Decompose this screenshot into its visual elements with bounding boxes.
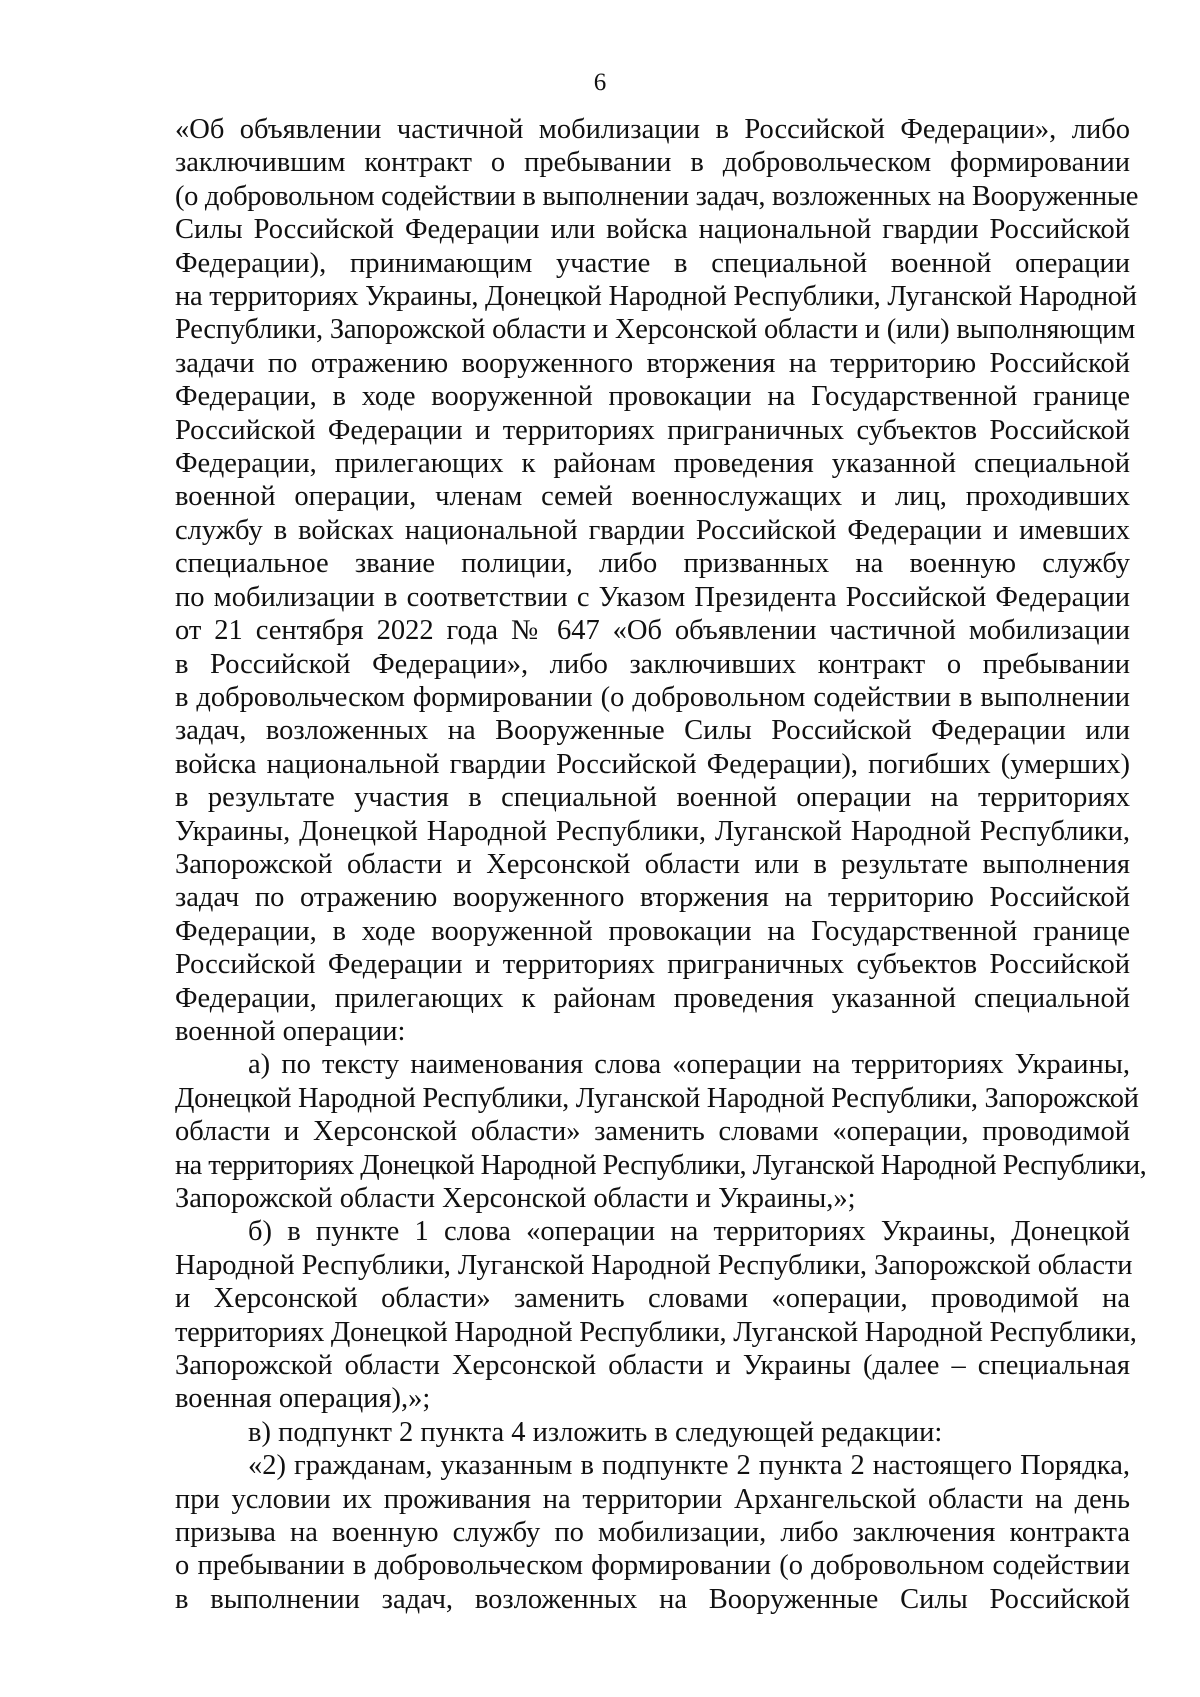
text-line: в Российской Федерации», либо заключивших контракт о пребывании <box>175 648 1130 680</box>
text-line: Федерации, прилегающих к районам проведения указанной специальной <box>175 982 1130 1014</box>
text-line: области и Херсонской области» заменить словами «операции, проводимой <box>175 1116 1130 1148</box>
text-line: Федерации, прилегающих к районам проведения указанной специальной <box>175 448 1130 480</box>
text-line: Республики, Запорожской области и Херсонской области и (или) выполняющим <box>175 314 1136 346</box>
text-line: военной операции: <box>175 1015 406 1047</box>
text-line: военной операции, членам семей военнослужащих и лиц, проходивших <box>175 481 1130 513</box>
text-line: о пребывании в добровольческом формировании (о добровольном содействии <box>175 1550 1130 1582</box>
text-line: Донецкой Народной Республики, Луганской Народной Республики, Запорожской <box>175 1082 1139 1114</box>
text-line: «2) гражданам, указанным в подпункте 2 пункта 2 настоящего Порядка, <box>248 1450 1130 1482</box>
text-line: в результате участия в специальной военной операции на территориях <box>175 782 1130 814</box>
text-line: Запорожской области Херсонской области и Украины (далее – специальная <box>175 1350 1130 1382</box>
text-line: Народной Республики, Луганской Народной Республики, Запорожской области <box>175 1249 1133 1281</box>
text-line: при условии их проживания на территории Архангельской области на день <box>175 1483 1130 1515</box>
text-line: задач, возложенных на Вооруженные Силы Российской Федерации или <box>175 715 1130 747</box>
text-line: призыва на военную службу по мобилизации, либо заключения контракта <box>175 1517 1130 1549</box>
text-line: и Херсонской области» заменить словами «операции, проводимой на <box>175 1283 1130 1315</box>
text-line: Российской Федерации и территориях приграничных субъектов Российской <box>175 949 1130 981</box>
text-line: Федерации, в ходе вооруженной провокации на Государственной границе <box>175 381 1130 413</box>
text-line: по мобилизации в соответствии с Указом Президента Российской Федерации <box>175 581 1130 613</box>
text-line: задачи по отражению вооруженного вторжения на территорию Российской <box>175 347 1130 379</box>
text-line: Запорожской области Херсонской области и Украины,»; <box>175 1183 856 1214</box>
text-line: задач по отражению вооруженного вторжения на территорию Российской <box>175 882 1130 914</box>
text-line: Украины, Донецкой Народной Республики, Луганской Народной Республики, <box>175 815 1130 847</box>
text-line: от 21 сентября 2022 года № 647 «Об объявлении частичной мобилизации <box>175 615 1130 647</box>
text-line: в добровольческом формировании (о добровольном содействии в выполнении <box>175 681 1130 713</box>
page-number: 6 <box>593 69 607 96</box>
text-line: Федерации), принимающим участие в специальной военной операции <box>175 247 1130 279</box>
paragraph <box>175 1416 1130 1449</box>
text-line: заключившим контракт о пребывании в добровольческом формировании <box>175 147 1130 179</box>
text-line: территориях Донецкой Народной Республики, Луганской Народной Республики, <box>175 1316 1137 1348</box>
text-line: в выполнении задач, возложенных на Вооруженные Силы Российской <box>175 1583 1130 1615</box>
text-line: на территориях Украины, Донецкой Народной Республики, Луганской Народной <box>175 281 1137 313</box>
text-line: специальное звание полиции, либо призванных на военную службу <box>175 548 1130 580</box>
text-line: Российской Федерации и территориях приграничных субъектов Российской <box>175 414 1130 446</box>
paragraph <box>175 1048 1147 1215</box>
text-line: в) подпункт 2 пункта 4 изложить в следующей редакции: <box>248 1416 943 1448</box>
text-line: службу в войсках национальной гвардии Российской Федерации и имевших <box>175 514 1130 546</box>
text-line: Федерации, в ходе вооруженной провокации на Государственной границе <box>175 915 1130 947</box>
text-line: на территориях Донецкой Народной Республики, Луганской Народной Республики, <box>175 1149 1147 1181</box>
paragraph <box>175 1215 1137 1415</box>
text-line: б) в пункте 1 слова «операции на территориях Украины, Донецкой <box>248 1216 1130 1248</box>
text-line: а) по тексту наименования слова «операции на территориях Украины, <box>248 1049 1130 1081</box>
text-line: Запорожской области и Херсонской области или в результате выполнения <box>175 848 1130 880</box>
text-line: Силы Российской Федерации или войска национальной гвардии Российской <box>175 214 1130 246</box>
document-body <box>175 113 1147 1616</box>
paragraph <box>175 113 1139 1048</box>
text-line: «Об объявлении частичной мобилизации в Российской Федерации», либо <box>175 114 1130 145</box>
text-line: (о добровольном содействии в выполнении задач, возложенных на Вооруженные <box>175 180 1139 212</box>
text-line: войска национальной гвардии Российской Федерации), погибших (умерших) <box>175 748 1130 780</box>
text-line: военная операция),»; <box>175 1383 431 1415</box>
paragraph <box>175 1449 1130 1616</box>
